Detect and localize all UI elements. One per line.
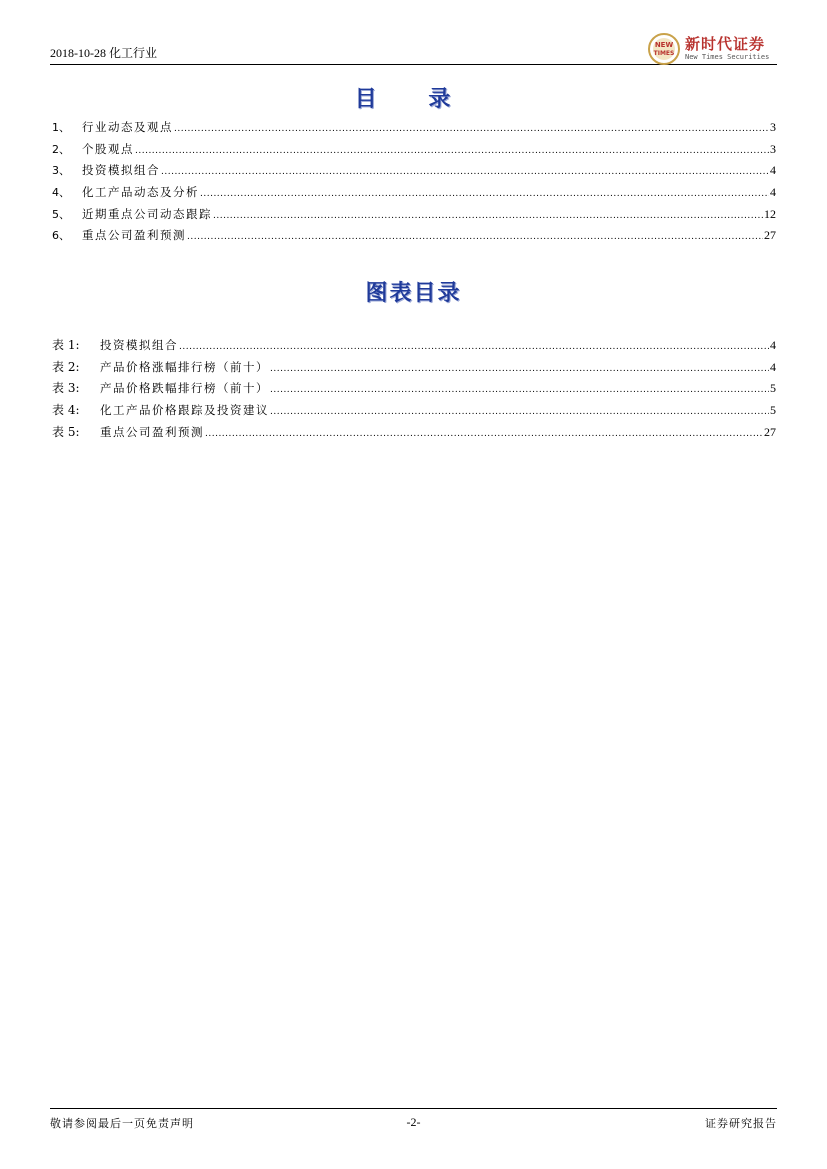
- toc-item-number: 6、: [52, 229, 70, 243]
- toc-item-number: 2、: [52, 142, 70, 156]
- footer-disclaimer-note: 敬请参阅最后一页免责声明: [50, 1117, 194, 1130]
- toc-dot-leader: [161, 167, 769, 177]
- toc-item-label: 近期重点公司动态跟踪: [82, 206, 212, 221]
- figure-item[interactable]: [52, 358, 776, 380]
- toc-dot-leader: [213, 211, 763, 221]
- toc-item-number: 1、: [52, 121, 70, 134]
- figure-item-number: 表 4:: [52, 403, 80, 418]
- toc-item-page: 4: [770, 163, 776, 178]
- svg-text:NEW: NEW: [654, 41, 674, 49]
- toc-item[interactable]: [52, 227, 776, 249]
- toc-item-page: 3: [770, 120, 776, 134]
- figure-item-label: 投资模拟组合: [100, 338, 178, 352]
- toc-item-page: 27: [764, 228, 776, 243]
- toc-dot-leader: [200, 189, 769, 199]
- figure-item-number: 表 3:: [52, 381, 80, 396]
- footer-report-type: 证券研究报告: [705, 1117, 777, 1130]
- toc-item[interactable]: [52, 119, 776, 141]
- figure-item-number: 表 1:: [52, 338, 80, 352]
- logo-badge-icon: [647, 32, 681, 66]
- toc-dot-leader: [187, 232, 763, 242]
- toc-item[interactable]: [52, 206, 776, 228]
- figure-dot-leader: [270, 407, 769, 417]
- page-footer: [50, 1108, 777, 1131]
- svg-text:TIMES: TIMES: [653, 50, 675, 57]
- figure-item[interactable]: [52, 379, 776, 401]
- figure-item-number: 表 2:: [52, 359, 80, 374]
- figure-item[interactable]: [52, 423, 776, 445]
- footer-page-number: -2-: [406, 1115, 421, 1129]
- figure-item[interactable]: [52, 401, 776, 423]
- figure-item-page: 4: [770, 359, 776, 374]
- figure-item-label: 化工产品价格跟踪及投资建议: [100, 403, 269, 418]
- toc-item-page: 3: [770, 141, 776, 156]
- toc-item[interactable]: [52, 141, 776, 163]
- figure-item-page: 27: [764, 424, 776, 439]
- toc-item[interactable]: [52, 162, 776, 184]
- toc-item-page: 12: [764, 206, 776, 221]
- toc-item-label: 行业动态及观点: [82, 120, 173, 134]
- page-header: [50, 30, 777, 65]
- figures-title: 图表目录: [365, 281, 462, 306]
- toc-item-label: 化工产品动态及分析: [82, 185, 199, 200]
- figure-item-page: 5: [770, 403, 776, 418]
- toc-item-number: 4、: [52, 186, 70, 200]
- toc-item-number: 5、: [52, 207, 70, 221]
- figures-list: [52, 336, 776, 444]
- logo-name: 新时代证券: [685, 35, 766, 53]
- figure-item-label: 重点公司盈利预测: [100, 424, 204, 439]
- toc-item-label: 个股观点: [82, 141, 134, 156]
- figure-dot-leader: [205, 429, 763, 439]
- figure-item[interactable]: [52, 336, 776, 358]
- header-date-industry: 2018-10-28 化工行业: [50, 46, 157, 60]
- figure-item-label: 产品价格跌幅排行榜（前十）: [100, 381, 269, 396]
- figure-item-number: 表 5:: [52, 424, 80, 439]
- figure-item-label: 产品价格涨幅排行榜（前十）: [100, 359, 269, 374]
- figure-dot-leader: [270, 364, 769, 374]
- toc-dot-leader: [135, 146, 769, 156]
- logo-english-name: New Times Securities: [685, 53, 770, 61]
- toc-dot-leader: [174, 124, 769, 134]
- toc-item[interactable]: [52, 184, 776, 206]
- toc-title: 目 录: [354, 87, 473, 112]
- figure-dot-leader: [270, 385, 769, 395]
- figure-item-page: 5: [770, 381, 776, 396]
- toc-list: [52, 119, 776, 249]
- figure-item-page: 4: [770, 338, 776, 352]
- toc-item-number: 3、: [52, 164, 70, 178]
- toc-item-page: 4: [770, 185, 776, 200]
- company-logo: [647, 32, 777, 62]
- toc-item-label: 投资模拟组合: [82, 163, 160, 178]
- figure-dot-leader: [179, 342, 769, 352]
- toc-item-label: 重点公司盈利预测: [82, 228, 186, 243]
